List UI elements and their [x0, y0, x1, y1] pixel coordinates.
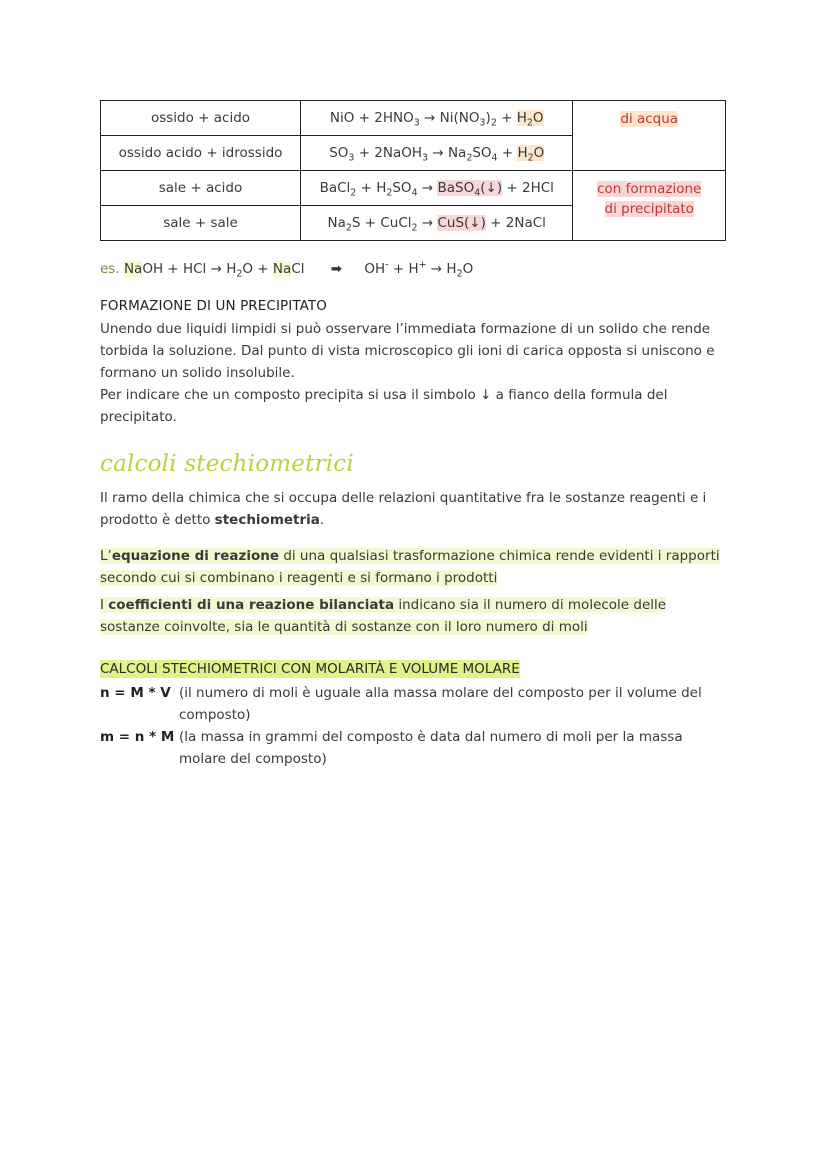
reaction-equation-paragraph: L’equazione di reazione di una qualsiasi trasformazione chimica rende evidenti i rapporti secondo cui si combinano i reagenti e si formano i prodotti [100, 548, 720, 586]
precipitate-section-title: FORMAZIONE DI UN PRECIPITATO [100, 298, 328, 314]
reaction-type-cell: sale + sale [101, 206, 301, 241]
reaction-type-cell: ossido + acido [101, 101, 301, 136]
coefficients-paragraph: I coefficienti di una reazione bilanciata indicano sia il numero di molecole delle sostanze coinvolte, sia le quantità di sostanze con il loro numero di moli [100, 597, 667, 635]
formula-mass [100, 726, 728, 770]
note-cell-water: di acqua [573, 101, 726, 171]
formula-lhs: n = M * V [100, 685, 171, 701]
formula-lhs: m = n * M [100, 729, 175, 745]
reaction-equation-cell: BaCl$_2$ + $H_2SO_4$ → BaSO$_4$(↓) + 2HCl [301, 171, 573, 206]
precipitate-symbol-paragraph: Per indicare che un composto precipita si usa il simbolo ↓ a fianco della formula del precipitato. [100, 387, 668, 425]
reaction-equation-cell: NiO + $2HNO_3 \to Ni(NO_3)_2 + H_2O$ [301, 101, 573, 136]
stoichiometry-intro: Il ramo della chimica che si occupa delle relazioni quantitative fra le sostanze reagenti e i prodotto è detto stechiometria. [100, 490, 707, 528]
example-equation: es. NaOH + HCl → $H_2O$ + NaCl ➡ $OH^- + H^+ \to H_2O$ [100, 259, 474, 280]
formula-explanation: (la massa in grammi del composto è data dal numero di moli per la massa molare del composto) [179, 729, 683, 767]
stoichiometry-heading: calcoli stechiometrici [100, 451, 354, 477]
calc-section-title: CALCOLI STECHIOMETRICI CON MOLARITÀ E VOLUME MOLARE [100, 661, 520, 677]
formula-moles [100, 682, 728, 726]
reactions-table [100, 100, 726, 241]
table-row [101, 101, 726, 136]
note-cell-precipitate: con formazione di precipitato [573, 171, 726, 241]
precipitate-paragraph: Unendo due liquidi limpidi si può osservare l’immediata formazione di un solido che rende torbida la soluzione. Dal punto di vista microscopico gli ioni di carica opposta si uniscono e formano un solido insolubile. [100, 321, 715, 381]
reaction-type-cell: ossido acido + idrossido [101, 136, 301, 171]
formula-explanation: (il numero di moli è uguale alla massa molare del composto per il volume del composto) [179, 685, 702, 723]
reaction-equation-cell: $SO_3$ + 2NaOH$_3$ → $Na_2SO_4 + H_2O$ [301, 136, 573, 171]
right-arrow-icon: ➡ [330, 261, 343, 277]
reaction-type-cell: sale + acido [101, 171, 301, 206]
table-row [101, 171, 726, 206]
reaction-equation-cell: $Na_2S$ + CuCl$_2$ → CuS(↓) + 2NaCl [301, 206, 573, 241]
